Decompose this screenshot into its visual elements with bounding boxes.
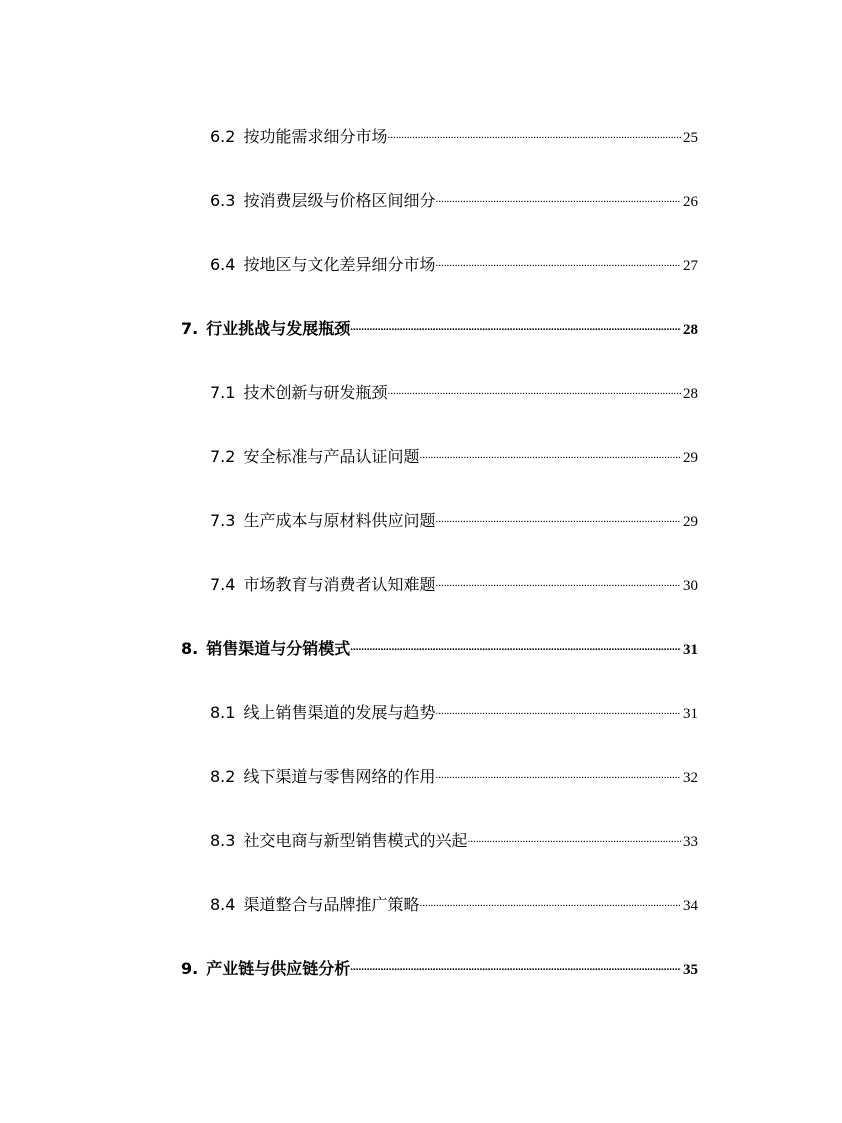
dot-leader xyxy=(387,118,681,142)
toc-entry-page-number: 29 xyxy=(683,450,698,466)
dot-leader xyxy=(350,310,681,334)
toc-entry-title: 社交电商与新型销售模式的兴起 xyxy=(243,831,468,850)
dot-leader xyxy=(435,182,681,206)
toc-entry-7-3[interactable] xyxy=(210,502,698,530)
toc-entry-title: 按地区与文化差异细分市场 xyxy=(243,255,436,274)
toc-entry-title: 按功能需求细分市场 xyxy=(243,127,388,146)
toc-entry-8-1[interactable] xyxy=(210,694,698,722)
dot-leader xyxy=(419,886,681,910)
toc-entry-number: 6.3 xyxy=(210,191,236,210)
toc-entry-number: 8.1 xyxy=(210,703,236,722)
dot-leader xyxy=(387,374,681,398)
toc-entry-6-4[interactable] xyxy=(210,246,698,274)
toc-entry-title: 线上销售渠道的发展与趋势 xyxy=(243,703,436,722)
toc-entry-6-3[interactable] xyxy=(210,182,698,210)
toc-entry-page-number: 28 xyxy=(683,386,698,402)
toc-entry-page-number: 26 xyxy=(683,194,698,210)
toc-entry-7-1[interactable] xyxy=(210,374,698,402)
toc-entry-page-number: 27 xyxy=(683,258,698,274)
toc-entry-9[interactable] xyxy=(181,950,698,978)
toc-entry-number: 6.2 xyxy=(210,127,236,146)
toc-entry-number: 7.1 xyxy=(210,383,236,402)
toc-entry-7[interactable] xyxy=(181,310,698,338)
toc-entry-title: 销售渠道与分销模式 xyxy=(206,639,351,658)
dot-leader xyxy=(435,758,681,782)
toc-entry-title: 渠道整合与品牌推广策略 xyxy=(243,895,420,914)
toc-entry-8-2[interactable] xyxy=(210,758,698,786)
toc-entry-title: 生产成本与原材料供应问题 xyxy=(243,511,436,530)
dot-leader xyxy=(467,822,681,846)
dot-leader xyxy=(350,630,681,654)
toc-entry-page-number: 34 xyxy=(683,898,698,914)
toc-entry-title: 行业挑战与发展瓶颈 xyxy=(206,319,351,338)
dot-leader xyxy=(435,566,681,590)
toc-entry-number: 8. xyxy=(181,639,199,658)
dot-leader xyxy=(435,694,681,718)
toc-entry-title: 安全标准与产品认证问题 xyxy=(243,447,420,466)
toc-entry-number: 7.2 xyxy=(210,447,236,466)
dot-leader xyxy=(350,950,681,974)
toc-entry-number: 9. xyxy=(181,959,199,978)
toc-entry-number: 8.2 xyxy=(210,767,236,786)
toc-entry-page-number: 30 xyxy=(683,578,698,594)
toc-entry-number: 8.4 xyxy=(210,895,236,914)
toc-entry-page-number: 32 xyxy=(683,770,698,786)
toc-entry-number: 7. xyxy=(181,319,199,338)
toc-entry-title: 按消费层级与价格区间细分 xyxy=(243,191,436,210)
dot-leader xyxy=(419,438,681,462)
toc-entry-number: 7.3 xyxy=(210,511,236,530)
toc-entry-8[interactable] xyxy=(181,630,698,658)
dot-leader xyxy=(435,502,681,526)
toc-entry-title: 市场教育与消费者认知难题 xyxy=(243,575,436,594)
toc-entry-8-3[interactable] xyxy=(210,822,698,850)
toc-entry-number: 6.4 xyxy=(210,255,236,274)
toc-entry-page-number: 33 xyxy=(683,834,698,850)
toc-entry-6-2[interactable] xyxy=(210,118,698,146)
toc-entry-page-number: 31 xyxy=(683,642,698,658)
toc-entry-page-number: 28 xyxy=(683,322,698,338)
toc-entry-page-number: 25 xyxy=(683,130,698,146)
toc-entry-number: 8.3 xyxy=(210,831,236,850)
toc-entry-title: 线下渠道与零售网络的作用 xyxy=(243,767,436,786)
toc-entry-number: 7.4 xyxy=(210,575,236,594)
toc-entry-title: 产业链与供应链分析 xyxy=(206,959,351,978)
toc-entry-7-4[interactable] xyxy=(210,566,698,594)
dot-leader xyxy=(435,246,681,270)
toc-entry-7-2[interactable] xyxy=(210,438,698,466)
toc-entry-8-4[interactable] xyxy=(210,886,698,914)
toc-entry-page-number: 35 xyxy=(683,962,698,978)
toc-entry-page-number: 29 xyxy=(683,514,698,530)
toc-entry-title: 技术创新与研发瓶颈 xyxy=(243,383,388,402)
toc-entry-page-number: 31 xyxy=(683,706,698,722)
